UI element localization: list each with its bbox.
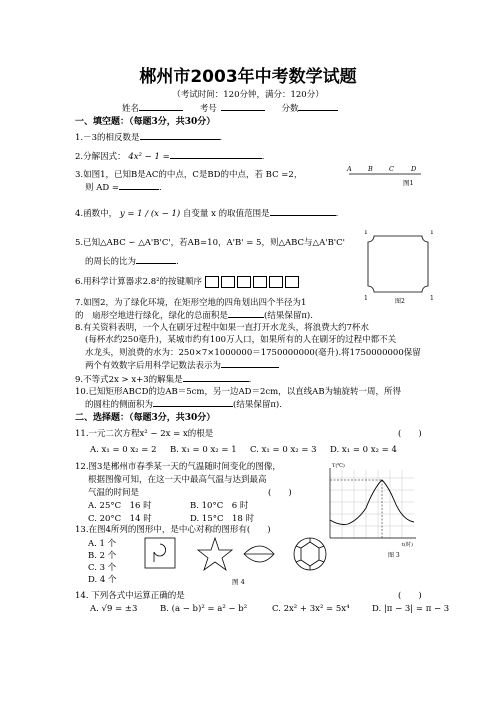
q8-blank[interactable] [221, 358, 279, 368]
q4-text: 4.函数中， [75, 209, 118, 219]
q11-option-c[interactable]: C. x₁ = 0 x₂ = 3 [250, 445, 317, 455]
fig1-point-b: B [368, 165, 373, 173]
q14: 14. 下列各式中运算正确的是 [75, 591, 185, 601]
q13: 13.在图4所列的图形中，是中心对称的图形有( ) [75, 525, 271, 535]
q5-line1: 5.已知△ABC ∽ △A'B'C'，若AB=10，A'B' = 5，则△ABC与△A'B'C' [75, 238, 345, 248]
q13-option-a[interactable]: A. 1 个 [88, 539, 117, 549]
q4-post: 自变量 x 的取值范围是 [182, 209, 270, 219]
q2-expr: 4x² − 1 = [128, 152, 170, 162]
q2-text: 2.分解因式： [75, 152, 126, 162]
q10-blank[interactable] [153, 397, 233, 407]
q7-post: (结果保留π). [264, 311, 313, 321]
student-info [122, 101, 338, 114]
q11-option-b[interactable]: B. x₁ = 0 x₂ = 1 [170, 445, 237, 455]
page-title: 郴州市2003年中考数学试题 [139, 67, 357, 87]
number-blank[interactable] [221, 101, 265, 111]
q5-blank[interactable] [136, 254, 176, 264]
q9-text: 9.不等式2x > x+3的解集是 [75, 375, 183, 385]
q12-line2: 根据图像可知，在这一天中最高气温与达到最高 [88, 475, 267, 485]
q7-blank[interactable] [228, 308, 264, 318]
q3-line1: 3.如图1，已知B是AC的中点，C是BD的中点，若 BC =2， [75, 170, 303, 180]
q6-text: 6.用科学计算器求2.8²的按键顺序 [75, 277, 203, 287]
q8-line1: 8.有关资料表明，一个人在刷牙过程中如果一直打开水龙头，将浪费大约7杯水 [75, 323, 370, 333]
figure-1 [345, 165, 425, 193]
fig3-xlabel: t(时) [402, 542, 413, 548]
q7-line1: 7.如图2，为了绿化环境，在矩形空地的四角划出四个半径为1 [75, 298, 307, 308]
section-1-heading: 一、填空题：（每题3分，共30分） [75, 117, 216, 127]
q1-blank[interactable] [140, 130, 220, 140]
exam-subtitle: （考试时间：120分钟，满分：120分） [172, 90, 324, 100]
q7-line2 [75, 308, 313, 321]
q8-line3: 水龙头，则浪费的水为：250×7×1000000＝1750000000(毫升).将1750000000保留 [85, 348, 421, 358]
q13-option-c[interactable]: C. 3 个 [88, 563, 117, 573]
fig2-radius-label: 1 [430, 295, 434, 302]
q12-option-d[interactable]: D. 15°C 18 时 [190, 514, 255, 524]
fig4-bowtie-shape [244, 546, 274, 562]
fig4-star-shape [198, 538, 232, 570]
fig4-shape-1 [145, 538, 175, 568]
fig2-radius-label: 1 [430, 230, 434, 236]
fig2-label: 图2 [395, 298, 405, 305]
q3-text: 则 AD = [85, 183, 119, 193]
number-label: 考号 [199, 104, 217, 114]
q2-blank[interactable] [170, 149, 262, 159]
q11-answer-paren[interactable]: ( ) [398, 429, 422, 439]
score-blank[interactable] [298, 101, 338, 111]
q1: 1.－3的相反数是 . [75, 130, 222, 143]
fig4-label: 图 4 [232, 578, 245, 586]
q4-blank[interactable] [270, 206, 336, 216]
q9: 9.不等式2x > x+3的解集是 . [75, 372, 251, 385]
section-2-heading: 二、选择题：（每题3分，共30分） [75, 413, 216, 423]
q4-expr: y = 1 / (x − 1) [119, 209, 181, 219]
q8-line4 [85, 358, 279, 371]
key-box[interactable] [269, 276, 283, 288]
q13-option-b[interactable]: B. 2 个 [88, 551, 117, 561]
key-box[interactable] [285, 276, 299, 288]
q7-text: 的 扇形空地进行绿化，绿化的总面积是 [75, 311, 229, 321]
q10-line2 [85, 397, 282, 410]
q12-option-a[interactable]: A. 25°C 16 时 [88, 501, 152, 511]
q3-line2: 则 AD = . [85, 180, 162, 193]
key-box[interactable] [253, 276, 267, 288]
q8-text: 两个有效数字后用科学记数法表示为 [85, 361, 222, 371]
key-box[interactable] [237, 276, 251, 288]
q4: 4.函数中， y = 1 / (x − 1) 自变量 x 的取值范围是 . [75, 206, 338, 219]
fig1-point-c: C [389, 165, 394, 173]
q3-blank[interactable] [119, 180, 159, 190]
q5-text: 的周长的比为 [85, 257, 137, 267]
q12-option-b[interactable]: B. 10°C 6 时 [190, 501, 249, 511]
q10-text: 的圆柱的侧面积为 [85, 400, 154, 410]
fig4-circle-shape [294, 538, 326, 570]
q8-line2: (每杯水约250毫升)，某城市约有100万人口，如果所有的人在刷牙的过程中都不关 [85, 335, 397, 345]
q14-option-d[interactable]: D. |π − 3| = π − 3 [372, 604, 450, 614]
figure-2 [362, 230, 436, 306]
score-label: 分数 [281, 104, 299, 114]
fig2-radius-label: 1 [364, 295, 368, 302]
q14-option-c[interactable]: C. 2x² + 3x² = 5x⁴ [272, 604, 350, 614]
q1-text: 1.－3的相反数是 [75, 133, 140, 143]
q14-option-a[interactable]: A. √9 = ±3 [90, 604, 138, 614]
fig2-radius-label: 1 [364, 230, 368, 236]
fig1-point-d: D [411, 165, 417, 173]
fig3-ylabel: T(℃) [332, 463, 345, 469]
key-box[interactable] [221, 276, 235, 288]
q14-answer-paren[interactable]: ( ) [398, 591, 422, 601]
q10-post: (结果保留π). [233, 400, 282, 410]
name-label: 姓名 [122, 104, 140, 114]
q12-answer-paren[interactable]: ( ) [268, 488, 292, 498]
name-blank[interactable] [139, 101, 183, 111]
q11-option-d[interactable]: D. x₁ = 0 x₂ = 4 [330, 445, 397, 455]
fig1-point-a: A [347, 165, 352, 173]
figure-4 [140, 534, 340, 590]
q12-line1: 12.图3是郴州市春季某一天的气温随时间变化的图像， [75, 462, 281, 472]
q11: 11.一元二次方程x² − 2x = x的根是 [75, 429, 214, 439]
q2: 2.分解因式： 4x² − 1 = . [75, 149, 264, 162]
q5-line2: 的周长的比为 . [85, 254, 179, 267]
q12-option-c[interactable]: C. 20°C 14 时 [88, 514, 152, 524]
q10-line1: 10.已知矩形ABCD的边AB＝5cm，另一边AD＝2cm，以直线AB为轴旋转一周，所得 [75, 387, 402, 397]
q9-blank[interactable] [183, 372, 249, 382]
q12-line3: 气温的时间是 [88, 488, 140, 498]
key-box[interactable] [205, 276, 219, 288]
fig1-label: 图1 [403, 179, 414, 187]
q6 [75, 275, 301, 288]
q13-option-d[interactable]: D. 4 个 [88, 575, 117, 585]
q14-option-b[interactable]: B. (a − b)² = a² − b² [160, 604, 248, 614]
q11-option-a[interactable]: A. x₁ = 0 x₂ = 2 [90, 445, 157, 455]
fig3-label: 图 3 [388, 552, 400, 559]
